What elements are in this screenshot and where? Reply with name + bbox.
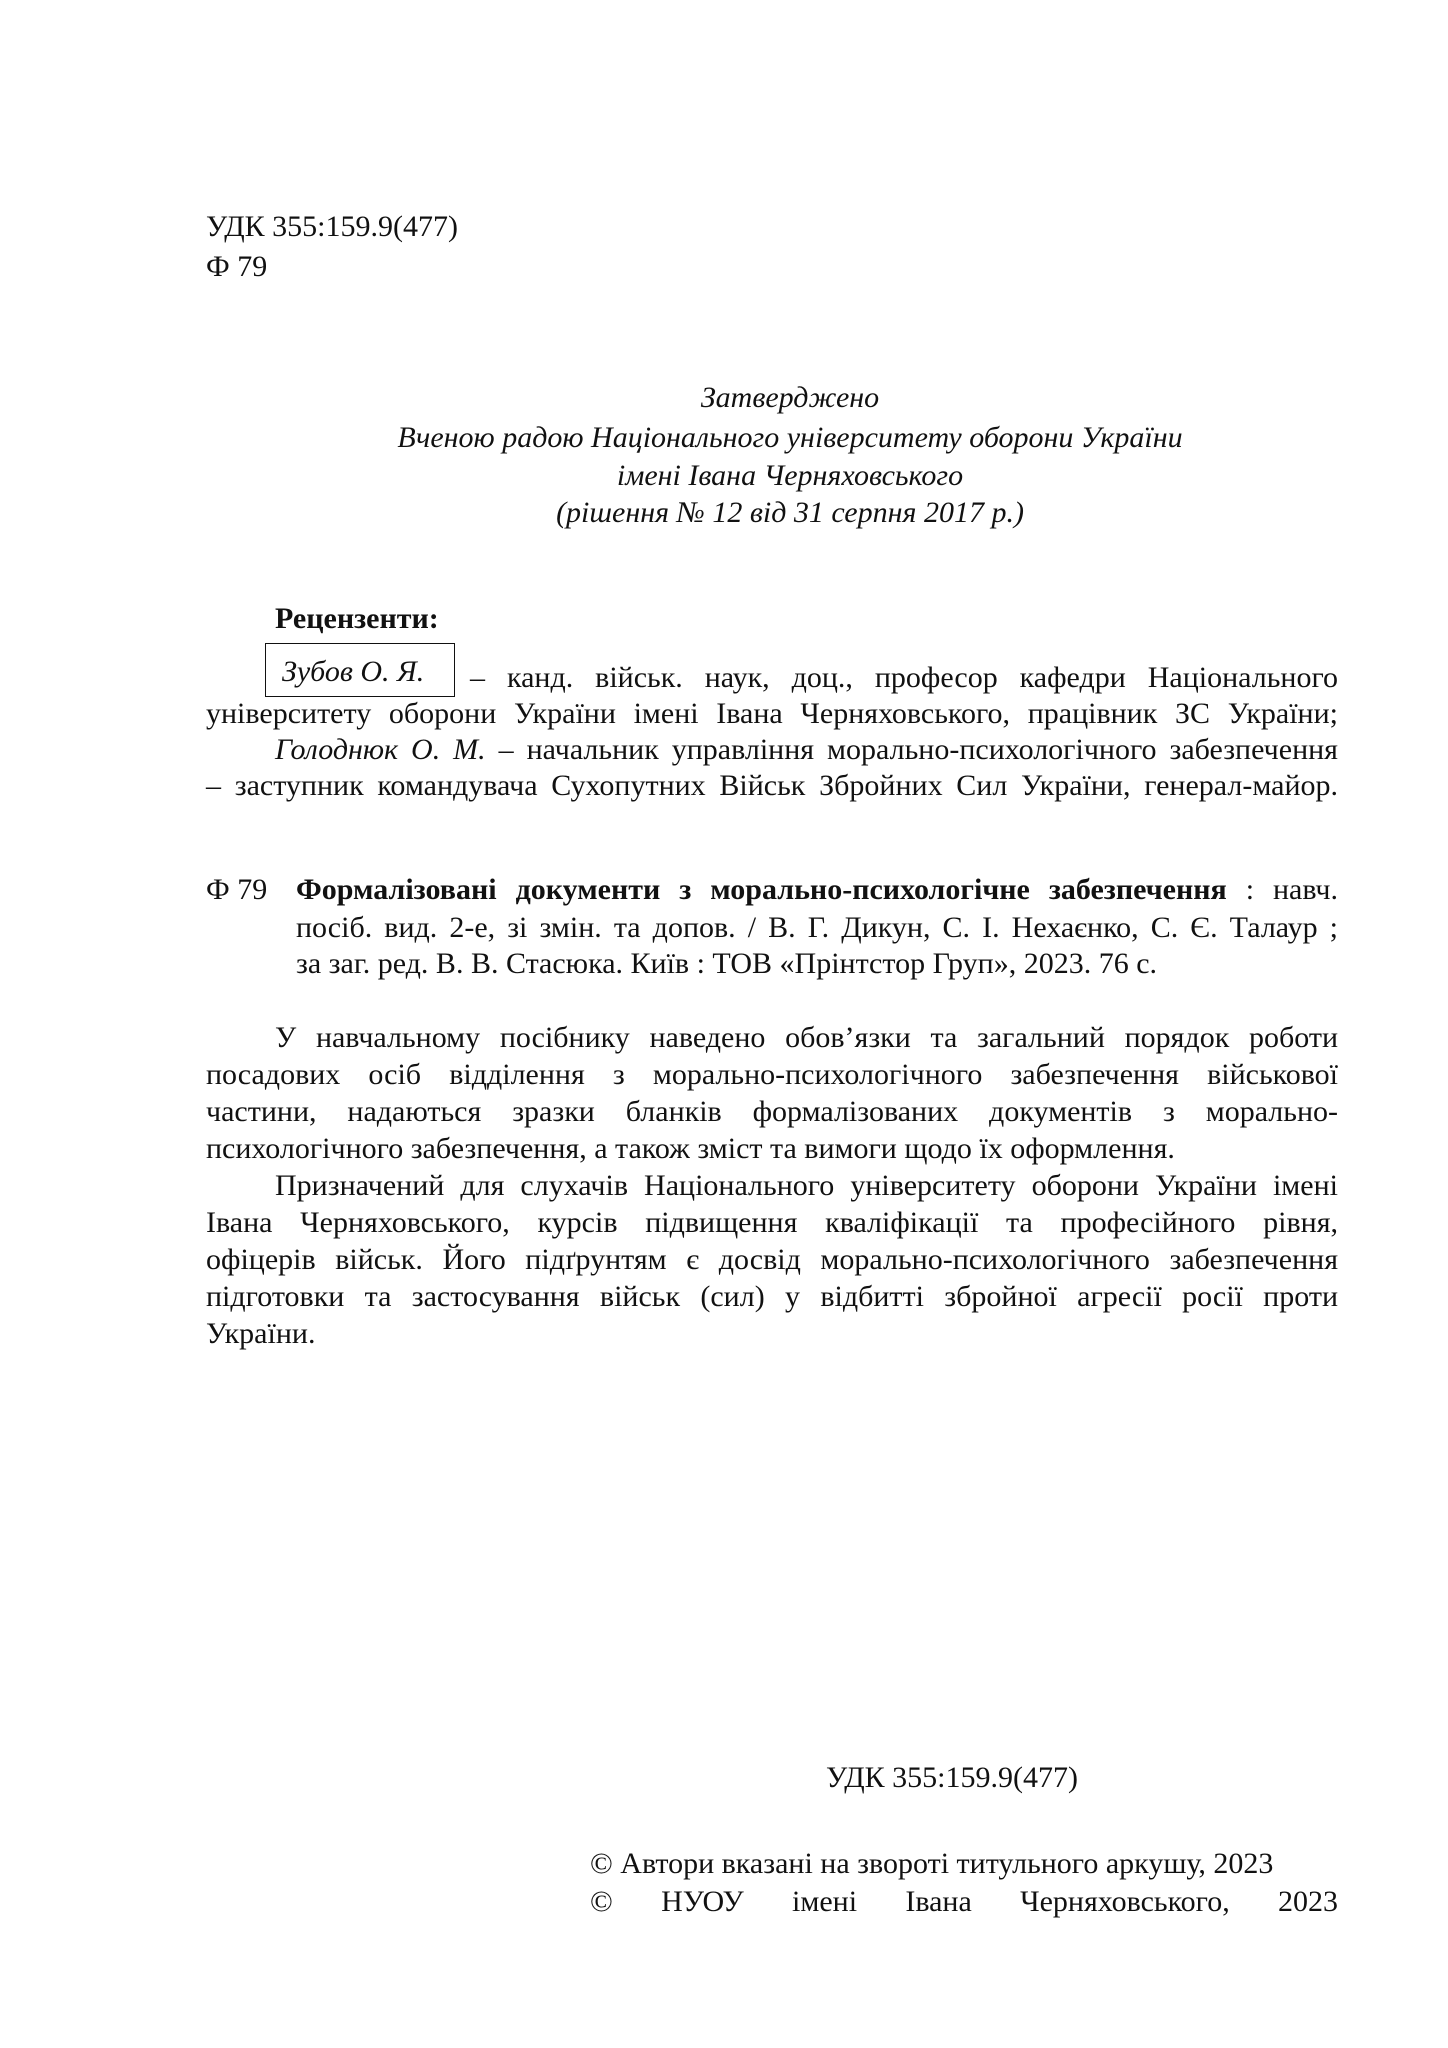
library-cipher-bibliography: Ф 79 (206, 873, 268, 906)
udk-code-bottom: УДК 355:159.9(477) (826, 1761, 1078, 1794)
approval-title: Затверджено (700, 381, 880, 414)
reviewer2-description-line1: – начальник управління морально-психологічного забезпечення (485, 733, 1338, 766)
approval-university-name: імені Івана Черняховського (616, 459, 964, 492)
reviewer1-description-line2: університету оборони України імені Івана Черняховського, працівник ЗС України; (206, 697, 1338, 730)
purpose-line5: України. (206, 1317, 316, 1350)
reviewer2-description-line2: – заступник командувача Сухопутних Військ Збройних Сил України, генерал-майор. (206, 769, 1338, 802)
approval-council: Вченою радою Національного університету оборони України (397, 421, 1183, 454)
bibliography-line1 (296, 872, 1338, 908)
purpose-line3: офіцерів військ. Його підґрунтям є досвід морально-психологічного забезпечення (206, 1243, 1338, 1276)
annotation-line2: посадових осіб відділення з морально-психологічного забезпечення військової (206, 1058, 1338, 1091)
bibliography-line2: посіб. вид. 2-е, зі змін. та допов. / В. Г. Дикун, С. І. Нехаєнко, С. Є. Талаур ; (296, 911, 1338, 944)
annotation-line4: психологічного забезпечення, а також зміст та вимоги щодо їх оформлення. (206, 1132, 1175, 1165)
reviewers-heading: Рецензенти: (275, 602, 439, 635)
reviewer1-name: Зубов О. Я. (282, 655, 425, 688)
bibliography-line1-rest: : навч. (1226, 873, 1338, 906)
purpose-line1: Призначений для слухачів Національного університету оборони України імені (275, 1169, 1338, 1202)
copyright-university: © НУОУ імені Івана Черняховського, 2023 (590, 1885, 1338, 1918)
book-title: Формалізовані документи з морально-психологічне забезпечення (296, 873, 1227, 906)
bibliography-line3: за заг. ред. В. В. Стасюка. Київ : ТОВ «Прінтстор Груп», 2023. 76 с. (296, 947, 1158, 980)
reviewer2-line1 (275, 732, 1338, 768)
approval-decision: (рішення № 12 від 31 серпня 2017 р.) (556, 496, 1024, 529)
purpose-line4: підготовки та застосування військ (сил) у відбитті збройної агресії росії проти (206, 1280, 1338, 1313)
copyright-authors: © Автори вказані на звороті титульного аркушу, 2023 (590, 1847, 1274, 1880)
reviewer2-name: Голоднюк О. М. (275, 733, 486, 766)
annotation-line3: частини, надаються зразки бланків формалізованих документів з морально- (206, 1095, 1338, 1128)
library-cipher-top: Ф 79 (206, 250, 268, 283)
annotation-line1: У навчальному посібнику наведено обов’язки та загальний порядок роботи (275, 1021, 1338, 1054)
reviewer1-description-line1: – канд. військ. наук, доц., професор кафедри Національного (470, 661, 1338, 694)
purpose-line2: Івана Черняховського, курсів підвищення кваліфікації та професійного рівня, (206, 1206, 1338, 1239)
udk-code-top: УДК 355:159.9(477) (206, 210, 458, 243)
